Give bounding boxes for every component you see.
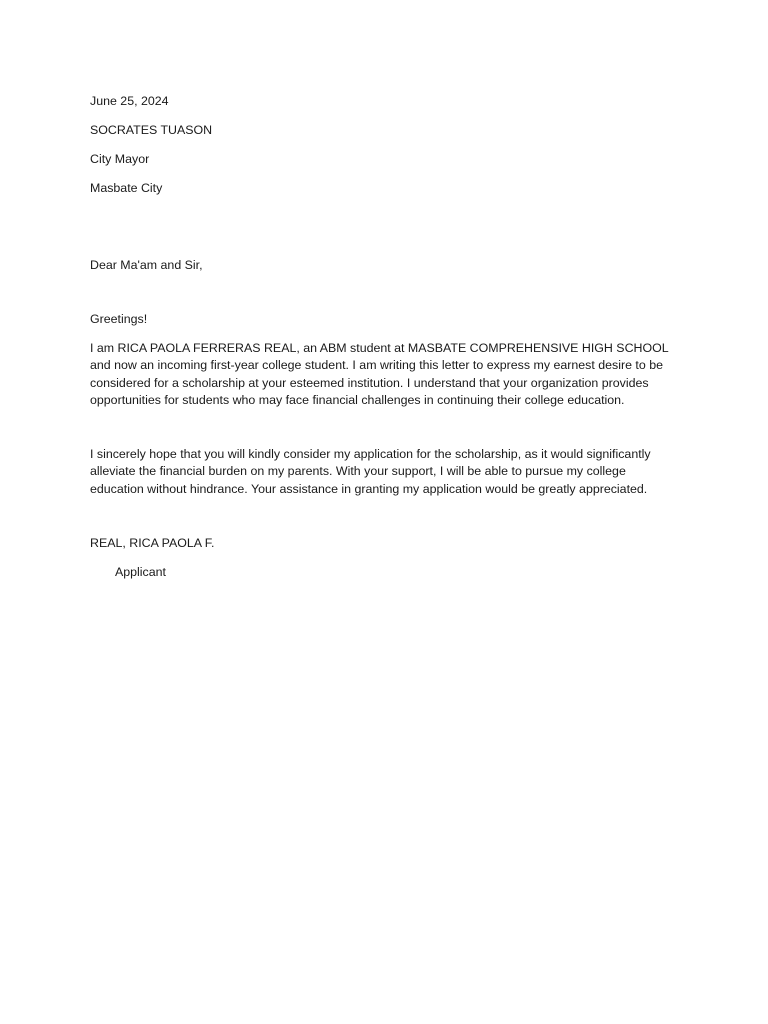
body-paragraph-2: I sincerely hope that you will kindly consider my application for the scholarship, as it would significantly alleviate the financial burden on my parents. With your support, I will be able to pursue my college education without hindrance. Your assistance in granting my application would be greatly appreciated. bbox=[90, 446, 651, 496]
signature-name: REAL, RICA PAOLA F. bbox=[90, 536, 215, 550]
signature-title: Applicant bbox=[115, 564, 166, 579]
letter-document bbox=[90, 93, 680, 581]
greeting: Greetings! bbox=[90, 312, 148, 326]
letter-date: June 25, 2024 bbox=[90, 94, 169, 108]
salutation: Dear Ma'am and Sir, bbox=[90, 257, 203, 272]
body-paragraph-1: I am RICA PAOLA FERRERAS REAL, an ABM student at MASBATE COMPREHENSIVE HIGH SCHOOL and now an incoming first-year college student. I am writing this letter to express my earnest desire to be considered for a scholarship at your esteemed institution. I understand that your organization provides opportunities for students who may face financial challenges in continuing their college education. bbox=[90, 340, 669, 407]
recipient-name: SOCRATES TUASON bbox=[90, 123, 213, 137]
recipient-title: City Mayor bbox=[90, 152, 150, 166]
recipient-location: Masbate City bbox=[90, 181, 163, 195]
